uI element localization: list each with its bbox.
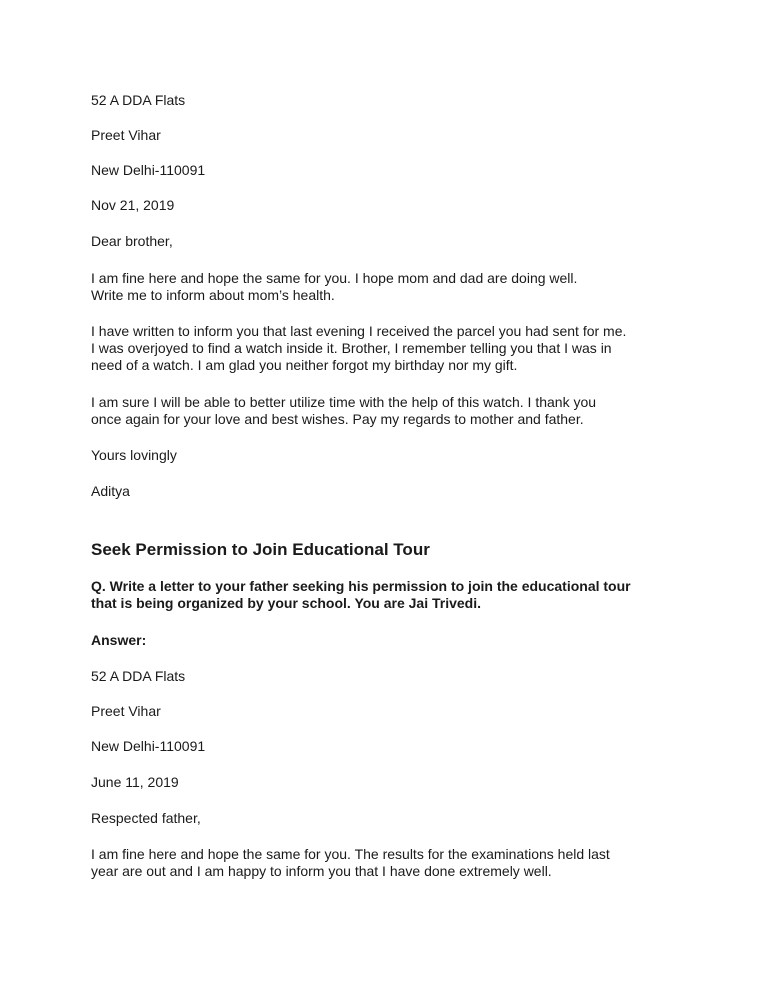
letter2-address-line-1: 52 A DDA Flats — [91, 668, 186, 684]
paragraph-line: year are out and I am happy to inform you that I have done extremely well. — [91, 863, 552, 879]
paragraph-line: I am fine here and hope the same for you. I hope mom and dad are doing well. — [91, 270, 578, 286]
section-question — [91, 578, 691, 612]
letter1-paragraph-3 — [91, 394, 691, 428]
paragraph-line: once again for your love and best wishes. Pay my regards to mother and father. — [91, 411, 584, 427]
question-line: that is being organized by your school. You are Jai Trivedi. — [91, 595, 482, 611]
paragraph-line: I have written to inform you that last evening I received the parcel you had sent for me. — [91, 323, 627, 339]
letter1-address-line-1: 52 A DDA Flats — [91, 92, 186, 108]
letter1-address-line-2: Preet Vihar — [91, 127, 161, 143]
letter1-salutation: Dear brother, — [91, 233, 173, 249]
paragraph-line: Write me to inform about mom’s health. — [91, 287, 335, 303]
paragraph-line: I am sure I will be able to better utilize time with the help of this watch. I thank you — [91, 394, 597, 410]
paragraph-line: I was overjoyed to find a watch inside it. Brother, I remember telling you that I was in — [91, 340, 612, 356]
letter2-salutation: Respected father, — [91, 810, 201, 826]
letter1-signature: Aditya — [91, 483, 130, 499]
letter1-paragraph-2 — [91, 323, 691, 374]
letter1-closing: Yours lovingly — [91, 447, 177, 463]
paragraph-line: need of a watch. I am glad you neither forgot my birthday nor my gift. — [91, 357, 518, 373]
question-line: Q. Write a letter to your father seeking his permission to join the educational tour — [91, 578, 631, 594]
letter2-paragraph-1 — [91, 846, 691, 880]
section-heading: Seek Permission to Join Educational Tour — [91, 540, 430, 559]
letter1-paragraph-1 — [91, 270, 691, 304]
answer-label: Answer: — [91, 632, 147, 648]
letter2-address-line-2: Preet Vihar — [91, 703, 161, 719]
letter2-date: June 11, 2019 — [91, 774, 179, 790]
paragraph-line: I am fine here and hope the same for you. The results for the examinations held last — [91, 846, 610, 862]
letter1-date: Nov 21, 2019 — [91, 197, 175, 213]
letter2-address-line-3: New Delhi-110091 — [91, 738, 206, 754]
letter1-address-line-3: New Delhi-110091 — [91, 162, 206, 178]
